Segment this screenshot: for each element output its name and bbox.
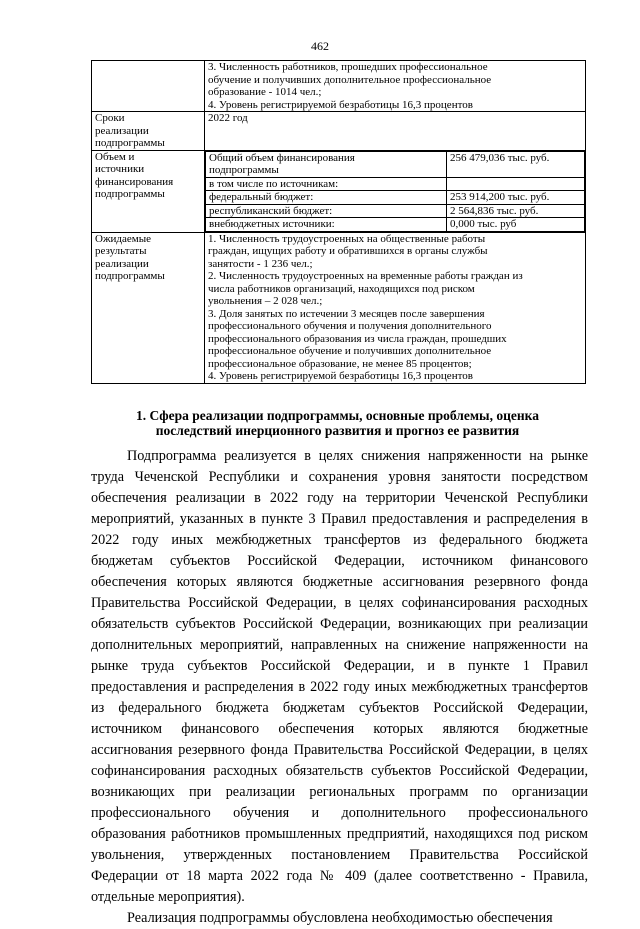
table-row bbox=[92, 61, 586, 112]
text-line: 2. Численность трудоустроенных на временные работы граждан из bbox=[208, 270, 523, 282]
text-line: 4. Уровень регистрируемой безработицы 16,3 процентов bbox=[208, 98, 473, 111]
financing-total-name bbox=[206, 151, 447, 177]
section-body bbox=[91, 446, 588, 929]
table-row bbox=[92, 232, 586, 383]
section-heading-line: последствий инерционного развития и прогноз ее развития bbox=[155, 423, 520, 438]
financing-row-source bbox=[206, 204, 585, 218]
table-cell-timeline-value: 2022 год bbox=[205, 112, 586, 151]
table-cell-empty-label bbox=[92, 61, 205, 112]
label-line: реализации bbox=[95, 257, 149, 270]
label-line: результаты bbox=[95, 245, 147, 257]
table-row bbox=[92, 150, 586, 232]
text-line: Общий объем финансирования bbox=[209, 151, 355, 164]
label-line: Объем и bbox=[95, 150, 135, 163]
text-line: подпрограммы bbox=[209, 164, 279, 176]
text-line: профессиональное образование, не менее 85 процентов; bbox=[208, 357, 472, 370]
label-line: финансирования bbox=[95, 175, 174, 188]
subprogram-passport-table bbox=[91, 60, 586, 384]
financing-table bbox=[205, 151, 585, 232]
financing-row-source bbox=[206, 218, 585, 232]
text-line: 3. Численность работников, прошедших профессиональное bbox=[208, 61, 488, 73]
label-line: подпрограммы bbox=[95, 188, 165, 200]
text-line: 1. Численность трудоустроенных на общественные работы bbox=[208, 232, 486, 245]
table-cell-label-financing bbox=[92, 150, 205, 232]
label-line: реализации bbox=[95, 124, 149, 137]
text-line: 4. Уровень регистрируемой безработицы 16,3 процентов bbox=[208, 370, 473, 382]
financing-source-value: 0,000 тыс. руб bbox=[447, 218, 585, 232]
page-number: 462 bbox=[311, 39, 329, 53]
table-cell-financing bbox=[205, 150, 586, 232]
paragraph: Реализация подпрограммы обусловлена необходимостью обеспечения bbox=[127, 910, 553, 926]
text-line: числа работников организаций, находящихся под риском bbox=[208, 282, 475, 295]
financing-source-name: внебюджетных источники: bbox=[206, 218, 447, 232]
text-line: 3. Доля занятых по истечении 3 месяцев после завершения bbox=[208, 307, 485, 320]
financing-row-heading bbox=[206, 177, 585, 191]
table-cell-label-timeline bbox=[92, 112, 205, 151]
paragraph: Подпрограмма реализуется в целях снижения напряженности на рынке труда Чеченской Республики и сохранения уровня занятости посредством обеспечения реализации в 2022 году на территории Чеченской Республики мероприятий, указанных в пункте 3 Правил предоставления и распределения в 2022 году иных межбюджетных трансфертов из федерального бюджета бюджетам субъектов Российской Федерации, источником финансового обеспечения которых являются бюджетные ассигнования резервного фонда Правительства Российской Федерации, в целях софинансирования расходных обязательств субъектов Российской Федерации, возникающих при реализации дополнительных мероприятий, направленных на снижение напряженности на рынке труда субъектов Российской Федерации, и в пункте 1 Правил предоставления и распределения в 2022 году иных межбюджетных трансфертов из федерального бюджета бюджетам субъектов Российской Федерации, источником финансового обеспечения которых являются бюджетные ассигнования резервного фонда Правительства Российской Федерации, в целях софинансирования расходных обязательств субъектов Российской Федерации, возникающих при реализации региональных программ по организации профессионального обучения и дополнительного профессионального образования работников промышленных предприятий, находящихся под риском увольнения, утвержденных постановлением Правительства Российской Федерации от 18 марта 2022 года № 409 (далее соответственно - Правила, отдельные мероприятия). bbox=[91, 448, 588, 905]
financing-total-value: 256 479,036 тыс. руб. bbox=[447, 151, 585, 177]
financing-sources-heading: в том числе по источникам: bbox=[206, 177, 447, 191]
label-line: Сроки bbox=[95, 112, 125, 124]
financing-row-total bbox=[206, 151, 585, 177]
section-heading bbox=[95, 408, 580, 438]
text-line: обучение и получивших дополнительное профессиональное bbox=[208, 73, 492, 86]
label-line: подпрограммы bbox=[95, 137, 165, 149]
label-line: источники bbox=[95, 163, 145, 175]
text-line: профессионального образования из числа граждан, прошедших bbox=[208, 332, 507, 345]
text-line: профессионального обучения и получения дополнительного bbox=[208, 320, 492, 332]
text-line: занятости - 1 236 чел.; bbox=[208, 257, 313, 270]
text-line: увольнения – 2 028 чел.; bbox=[208, 295, 323, 307]
table-cell-label-expected-results bbox=[92, 232, 205, 383]
table-row bbox=[92, 112, 586, 151]
section-heading-line: 1. Сфера реализации подпрограммы, основные проблемы, оценка bbox=[136, 408, 539, 423]
financing-source-name: федеральный бюджет: bbox=[206, 191, 447, 205]
table-cell-indicators bbox=[205, 61, 586, 112]
financing-empty-cell bbox=[447, 177, 585, 191]
financing-row-source bbox=[206, 191, 585, 205]
label-line: подпрограммы bbox=[95, 270, 165, 282]
financing-source-name: республиканский бюджет: bbox=[206, 204, 447, 218]
text-line: образование - 1014 чел.; bbox=[208, 86, 322, 98]
table-cell-expected-results bbox=[205, 232, 586, 383]
financing-source-value: 253 914,200 тыс. руб. bbox=[447, 191, 585, 205]
text-line: граждан, ищущих работу и обратившихся в органы службы bbox=[208, 245, 488, 257]
label-line: Ожидаемые bbox=[95, 232, 152, 245]
financing-source-value: 2 564,836 тыс. руб. bbox=[447, 204, 585, 218]
text-line: профессиональное обучение и получивших дополнительное bbox=[208, 345, 492, 357]
